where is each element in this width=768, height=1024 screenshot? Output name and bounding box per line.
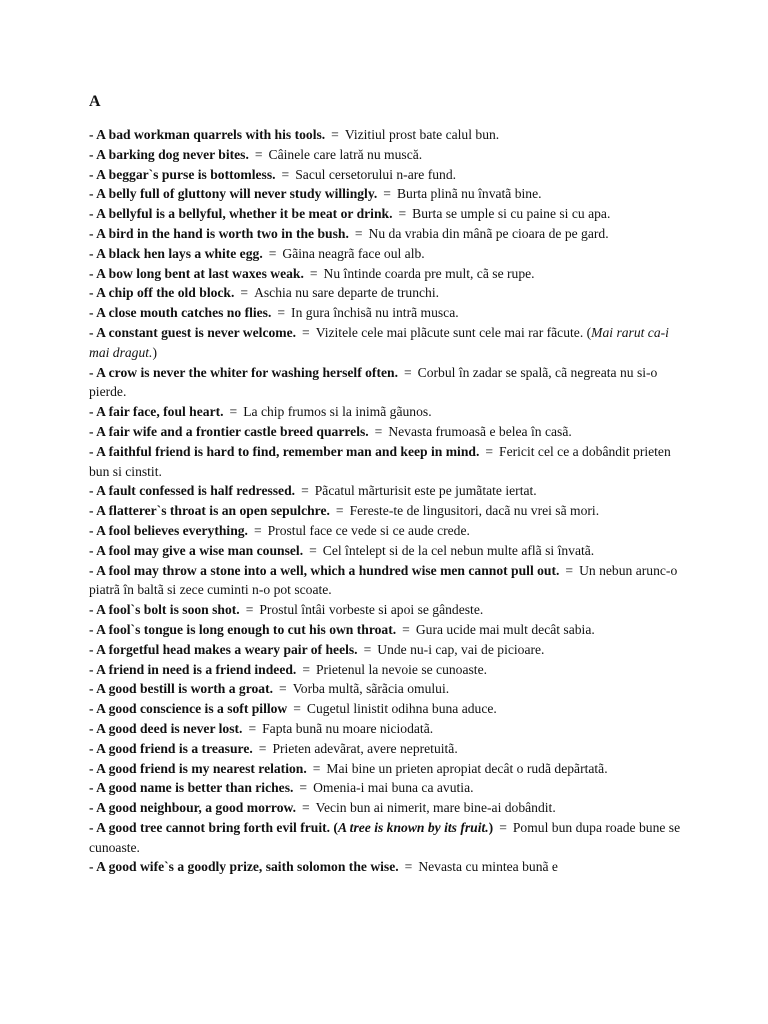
proverb-entry xyxy=(89,541,687,561)
romanian-equivalent: Nu întinde coarda pre mult, cã se rupe. xyxy=(323,265,535,281)
equals-separator: = xyxy=(335,503,344,519)
proverb-entry xyxy=(89,184,687,204)
proverb-entry xyxy=(89,363,687,403)
romanian-equivalent: La chip frumos si la inimã gãunos. xyxy=(243,404,432,420)
english-proverb: - A bad workman quarrels with his tools. xyxy=(89,127,326,142)
proverb-entry xyxy=(89,679,687,699)
romanian-equivalent: Fericit cel ce a dobândit prieten bun si cinstit. xyxy=(89,443,671,479)
equals-separator: = xyxy=(402,621,410,637)
english-proverb: - A fair face, foul heart. xyxy=(89,404,224,420)
romanian-equivalent: Prietenul la nevoie se cunoaste. xyxy=(316,661,487,677)
proverb-entry xyxy=(89,818,687,858)
english-proverb: - A bird in the hand is worth two in the bush. xyxy=(89,225,349,241)
romanian-equivalent: Nevasta frumoasã e belea în casã. xyxy=(388,423,572,439)
proverb-entry xyxy=(89,501,687,521)
english-proverb: - A good tree cannot bring forth evil fruit. xyxy=(89,819,331,835)
proverb-entry xyxy=(89,759,687,779)
proverb-entry xyxy=(89,600,687,620)
equals-separator: = xyxy=(383,186,391,202)
english-proverb: - A fool`s tongue is long enough to cut his own throat. xyxy=(89,621,397,637)
equals-separator: = xyxy=(363,641,372,657)
english-proverb: - A good conscience is a soft pillow xyxy=(89,701,288,717)
romanian-equivalent: Fapta bunã nu moare niciodatã. xyxy=(262,720,434,736)
equals-separator: = xyxy=(354,225,363,241)
english-proverb: - A good friend is a treasure. xyxy=(89,740,253,756)
romanian-equivalent: Cugetul linistit odihna buna aduce. xyxy=(306,701,497,717)
equals-separator: = xyxy=(253,522,262,538)
proverb-entry xyxy=(89,303,687,323)
proverb-entry xyxy=(89,857,687,877)
equals-separator: = xyxy=(374,423,383,439)
proverb-entry xyxy=(89,778,687,798)
romanian-equivalent: Vorba multã, sãrãcia omului. xyxy=(292,681,450,697)
proverb-entry xyxy=(89,165,687,185)
equals-separator: = xyxy=(281,166,290,182)
english-note-open: ( xyxy=(330,819,338,835)
equals-separator: = xyxy=(293,701,301,717)
equals-separator: = xyxy=(301,800,310,816)
romanian-equivalent: Nu da vrabia din mânã pe cioara de pe gard. xyxy=(368,225,609,241)
equals-separator: = xyxy=(258,740,267,756)
english-proverb: - A good neighbour, a good morrow. xyxy=(89,800,296,816)
equals-separator: = xyxy=(331,127,339,142)
proverb-entry xyxy=(89,323,687,363)
romanian-equivalent: Gãina neagrã face oul alb. xyxy=(282,245,425,261)
equals-separator: = xyxy=(565,562,574,578)
english-proverb: - A fool`s bolt is soon shot. xyxy=(89,602,240,618)
proverb-entry xyxy=(89,402,687,422)
equals-separator: = xyxy=(229,404,238,420)
romanian-equivalent: Burta se umple si cu paine si cu apa. xyxy=(412,206,611,222)
proverb-entry xyxy=(89,283,687,303)
romanian-equivalent: Un nebun arunc-o piatrã în baltã si zece cuminti n-o pot scoate. xyxy=(89,562,678,598)
english-proverb: - A constant guest is never welcome. xyxy=(89,324,297,340)
proverb-entry xyxy=(89,224,687,244)
equals-separator: = xyxy=(245,602,254,618)
section-heading: A xyxy=(89,93,101,110)
equals-separator: = xyxy=(240,285,249,301)
english-proverb: - A bow long bent at last waxes weak. xyxy=(89,265,304,281)
english-proverb: - A crow is never the whiter for washing herself often. xyxy=(89,364,398,380)
romanian-equivalent: Pãcatul mãrturisit este pe jumãtate iertat. xyxy=(314,483,537,499)
equals-separator: = xyxy=(299,780,308,796)
english-proverb: - A close mouth catches no flies. xyxy=(89,305,272,321)
equals-separator: = xyxy=(309,542,317,558)
equals-separator: = xyxy=(254,146,263,162)
english-proverb: - A fault confessed is half redressed. xyxy=(89,483,296,499)
romanian-equivalent: Prieten adevãrat, avere nepretuitã. xyxy=(272,740,458,756)
romanian-equivalent: Gura ucide mai mult decât sabia. xyxy=(415,621,595,637)
romanian-equivalent: Prostul face ce vede si ce aude crede. xyxy=(267,522,470,538)
equals-separator: = xyxy=(301,483,309,499)
romanian-equivalent: In gura închisã nu intrã musca. xyxy=(291,305,459,321)
equals-separator: = xyxy=(277,305,286,321)
english-proverb: - A bellyful is a bellyful, whether it be meat or drink. xyxy=(89,206,393,222)
english-note-close: ) xyxy=(488,819,494,835)
romanian-equivalent: Burta plinã nu învatã bine. xyxy=(396,186,542,202)
english-proverb: - A flatterer`s throat is an open sepulchre. xyxy=(89,503,330,519)
romanian-equivalent: Fereste-te de lingusitori, dacã nu vrei sã mori. xyxy=(349,503,600,519)
english-proverb: - A beggar`s purse is bottomless. xyxy=(89,166,276,182)
equals-separator: = xyxy=(268,245,277,261)
romanian-equivalent: Corbul în zadar se spalã, cã negreata nu si-o pierde. xyxy=(89,364,658,400)
english-proverb: - A faithful friend is hard to find, remember man and keep in mind. xyxy=(89,443,480,459)
equals-separator: = xyxy=(398,206,407,222)
proverb-list xyxy=(89,125,687,877)
romanian-equivalent: Omenia-i mai buna ca avutia. xyxy=(313,780,474,796)
romanian-equivalent: Pomul bun dupa roade bune se cunoaste. xyxy=(89,819,681,855)
english-proverb: - A good friend is my nearest relation. xyxy=(89,760,307,776)
english-proverb: - A fool may give a wise man counsel. xyxy=(89,542,304,558)
note-close: ) xyxy=(152,344,157,360)
equals-separator: = xyxy=(404,859,413,875)
equals-separator: = xyxy=(279,681,287,697)
english-proverb: - A good bestill is worth a groat. xyxy=(89,681,274,697)
proverb-entry xyxy=(89,422,687,442)
english-proverb: - A fool may throw a stone into a well, which a hundred wise men cannot pull out. xyxy=(89,562,560,578)
proverb-entry xyxy=(89,145,687,165)
english-proverb: - A black hen lays a white egg. xyxy=(89,245,263,261)
proverb-entry xyxy=(89,442,687,482)
equals-separator: = xyxy=(312,760,321,776)
proverb-entry xyxy=(89,204,687,224)
english-proverb: - A chip off the old block. xyxy=(89,285,235,301)
proverb-entry xyxy=(89,620,687,640)
english-proverb: - A fair wife and a frontier castle breed quarrels. xyxy=(89,423,369,439)
romanian-equivalent: Vizitele cele mai plãcute sunt cele mai rar fãcute. xyxy=(315,324,584,340)
equals-separator: = xyxy=(302,661,310,677)
english-proverb: - A barking dog never bites. xyxy=(89,146,249,162)
note-open: ( xyxy=(586,324,592,340)
proverb-entry xyxy=(89,699,687,719)
equals-separator: = xyxy=(309,265,318,281)
english-proverb: - A good wife`s a goodly prize, saith solomon the wise. xyxy=(89,859,399,875)
equals-separator: = xyxy=(248,720,257,736)
equals-separator: = xyxy=(403,364,412,380)
document-page xyxy=(89,92,687,877)
romanian-equivalent: Câinele care latră nu muscă. xyxy=(268,146,423,162)
proverb-entry xyxy=(89,264,687,284)
romanian-equivalent: Nevasta cu mintea bunã e xyxy=(418,859,558,875)
proverb-entry xyxy=(89,739,687,759)
romanian-note: Mai rarut ca-i mai dragut. xyxy=(89,324,669,360)
equals-separator: = xyxy=(302,324,310,340)
proverb-entry xyxy=(89,244,687,264)
proverb-entry xyxy=(89,640,687,660)
english-proverb: - A fool believes everything. xyxy=(89,522,248,538)
proverb-entry xyxy=(89,660,687,680)
romanian-equivalent: Prostul întâi vorbeste si apoi se gândeste. xyxy=(259,602,484,618)
equals-separator: = xyxy=(485,443,494,459)
proverb-entry xyxy=(89,521,687,541)
english-proverb: - A good deed is never lost. xyxy=(89,720,243,736)
romanian-equivalent: Cel întelept si de la cel nebun multe aflã si învatã. xyxy=(322,542,595,558)
proverb-entry xyxy=(89,719,687,739)
english-note: A tree is known by its fruit. xyxy=(337,819,489,835)
romanian-equivalent: Aschia nu sare departe de trunchi. xyxy=(254,285,440,301)
romanian-equivalent: Vizitiul prost bate calul bun. xyxy=(344,127,500,142)
romanian-equivalent: Sacul cersetorului n-are fund. xyxy=(295,166,457,182)
proverb-entry xyxy=(89,561,687,601)
proverb-entry xyxy=(89,481,687,501)
english-proverb: - A forgetful head makes a weary pair of heels. xyxy=(89,641,358,657)
proverb-entry xyxy=(89,125,687,145)
romanian-equivalent: Mai bine un prieten apropiat decât o rudã depãrtatã. xyxy=(326,760,608,776)
romanian-equivalent: Vecin bun ai nimerit, mare bine-ai dobândit. xyxy=(315,800,556,816)
romanian-equivalent: Unde nu-i cap, vai de picioare. xyxy=(377,641,545,657)
english-proverb: - A good name is better than riches. xyxy=(89,780,294,796)
proverb-entry xyxy=(89,798,687,818)
equals-separator: = xyxy=(499,819,507,835)
english-proverb: - A friend in need is a friend indeed. xyxy=(89,661,297,677)
english-proverb: - A belly full of gluttony will never study willingly. xyxy=(89,186,378,202)
